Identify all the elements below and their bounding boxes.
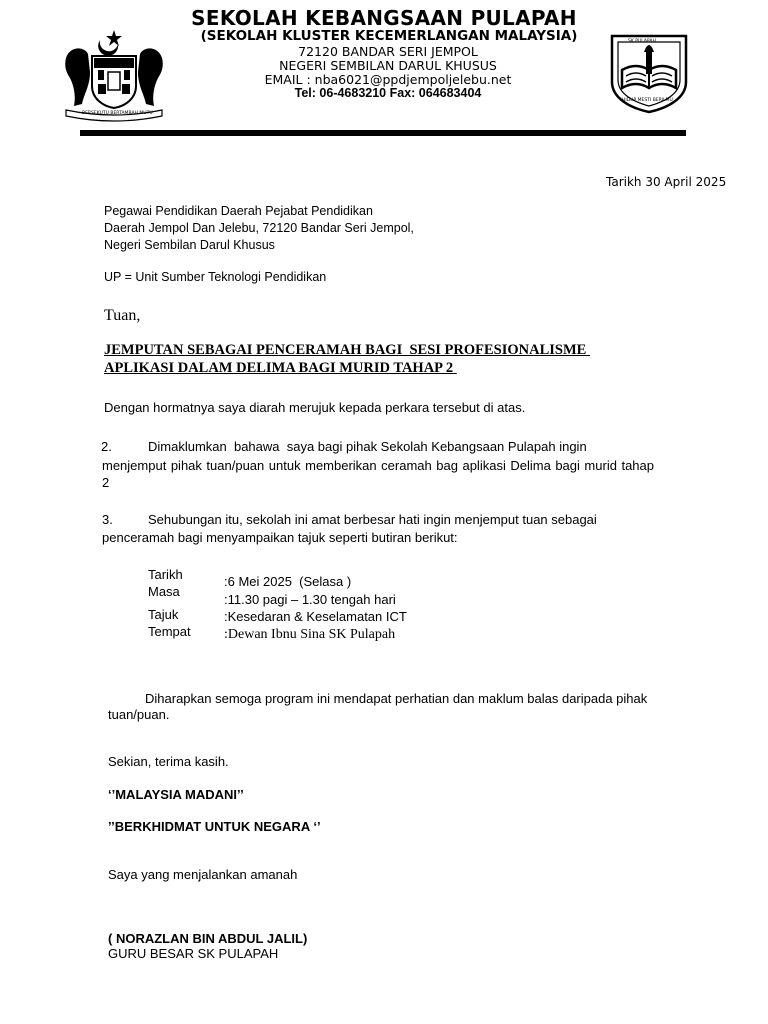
detail-value-masa: :11.30 pagi – 1.30 tengah hari <box>224 592 396 607</box>
paragraph-3-first-line: Sehubungan itu, sekolah ini amat berbesar hati ingin menjemput tuan sebagai <box>148 512 597 527</box>
salutation: Tuan, <box>104 307 141 324</box>
signatory-name: ( NORAZLAN BIN ABDUL JALIL) <box>108 931 308 946</box>
detail-label-tajuk: Tajuk <box>148 607 179 622</box>
coat-of-arms-logo <box>60 28 168 122</box>
address-line-2: NEGERI SEMBILAN DARUL KHUSUS <box>279 58 497 73</box>
letter-date: Tarikh 30 April 2025 <box>606 175 727 189</box>
paragraph-3-body: penceramah bagi menyampaikan tajuk seperti butiran berikut: <box>102 530 458 545</box>
detail-value-tajuk: :Kesedaran & Keselamatan ICT <box>224 609 407 624</box>
subject-line-2: APLIKASI DALAM DELIMA BAGI MURID TAHAP 2 <box>104 360 457 376</box>
email-line: EMAIL : nba6021@ppdjempoljelebu.net <box>264 72 512 87</box>
subject-line-1: JEMPUTAN SEBAGAI PENCERAMAH BAGI SESI PROFESIONALISME <box>104 342 590 358</box>
closing-paragraph-second-line: tuan/puan. <box>108 707 170 722</box>
school-logo-text: SK PULAPAH <box>628 39 656 44</box>
paragraph-1: Dengan hormatnya saya diarah merujuk kepada perkara tersebut di atas. <box>104 400 526 415</box>
detail-label-tarikh: Tarikh <box>148 567 183 582</box>
detail-value-tempat: :Dewan Ibnu Sina SK Pulapah <box>224 627 396 642</box>
crest-motto: BERSEKUTU BERTAMBAH MUTU <box>82 111 153 116</box>
tel-fax-line: Tel: 06-4683210 Fax: 064683404 <box>294 86 482 100</box>
amanah-line: Saya yang menjalankan amanah <box>108 867 298 882</box>
closing-paragraph-first-line: Diharapkan semoga program ini mendapat perhatian dan maklum balas daripada pihak <box>145 691 648 706</box>
recipient-line-3: Negeri Sembilan Darul Khusus <box>104 238 275 252</box>
school-logo-motto: HIDUP MESTI BERILMU <box>622 98 673 103</box>
recipient-line-2: Daerah Jempol Dan Jelebu, 72120 Bandar Seri Jempol, <box>104 221 414 235</box>
recipient-line-1: Pegawai Pendidikan Daerah Pejabat Pendidikan <box>104 204 373 218</box>
slogan-berkhidmat: ’’BERKHIDMAT UNTUK NEGARA ‘’ <box>108 819 321 834</box>
school-name: SEKOLAH KEBANGSAAN PULAPAH <box>191 6 577 30</box>
paragraph-2-body: menjemput pihak tuan/puan untuk memberikan ceramah bag aplikasi Delima bagi murid tahap 2 <box>102 458 654 490</box>
paragraph-2-number: 2. <box>101 439 112 454</box>
header-divider <box>80 130 686 136</box>
thanks-line: Sekian, terima kasih. <box>108 754 229 769</box>
signatory-title: GURU BESAR SK PULAPAH <box>108 946 279 961</box>
slogan-malaysia-madani: ‘’MALAYSIA MADANI’’ <box>108 787 244 802</box>
detail-label-masa: Masa <box>148 584 180 599</box>
cluster-subtitle: (SEKOLAH KLUSTER KECEMERLANGAN MALAYSIA) <box>200 28 578 44</box>
detail-value-tarikh: :6 Mei 2025 (Selasa ) <box>224 574 352 589</box>
attention-line: UP = Unit Sumber Teknologi Pendidikan <box>104 270 327 284</box>
paragraph-2-first-line: Dimaklumkan bahawa saya bagi pihak Sekolah Kebangsaan Pulapah ingin <box>148 439 587 454</box>
detail-label-tempat: Tempat <box>148 624 191 639</box>
address-line-1: 72120 BANDAR SERI JEMPOL <box>298 44 478 59</box>
paragraph-3-number: 3. <box>102 512 113 527</box>
